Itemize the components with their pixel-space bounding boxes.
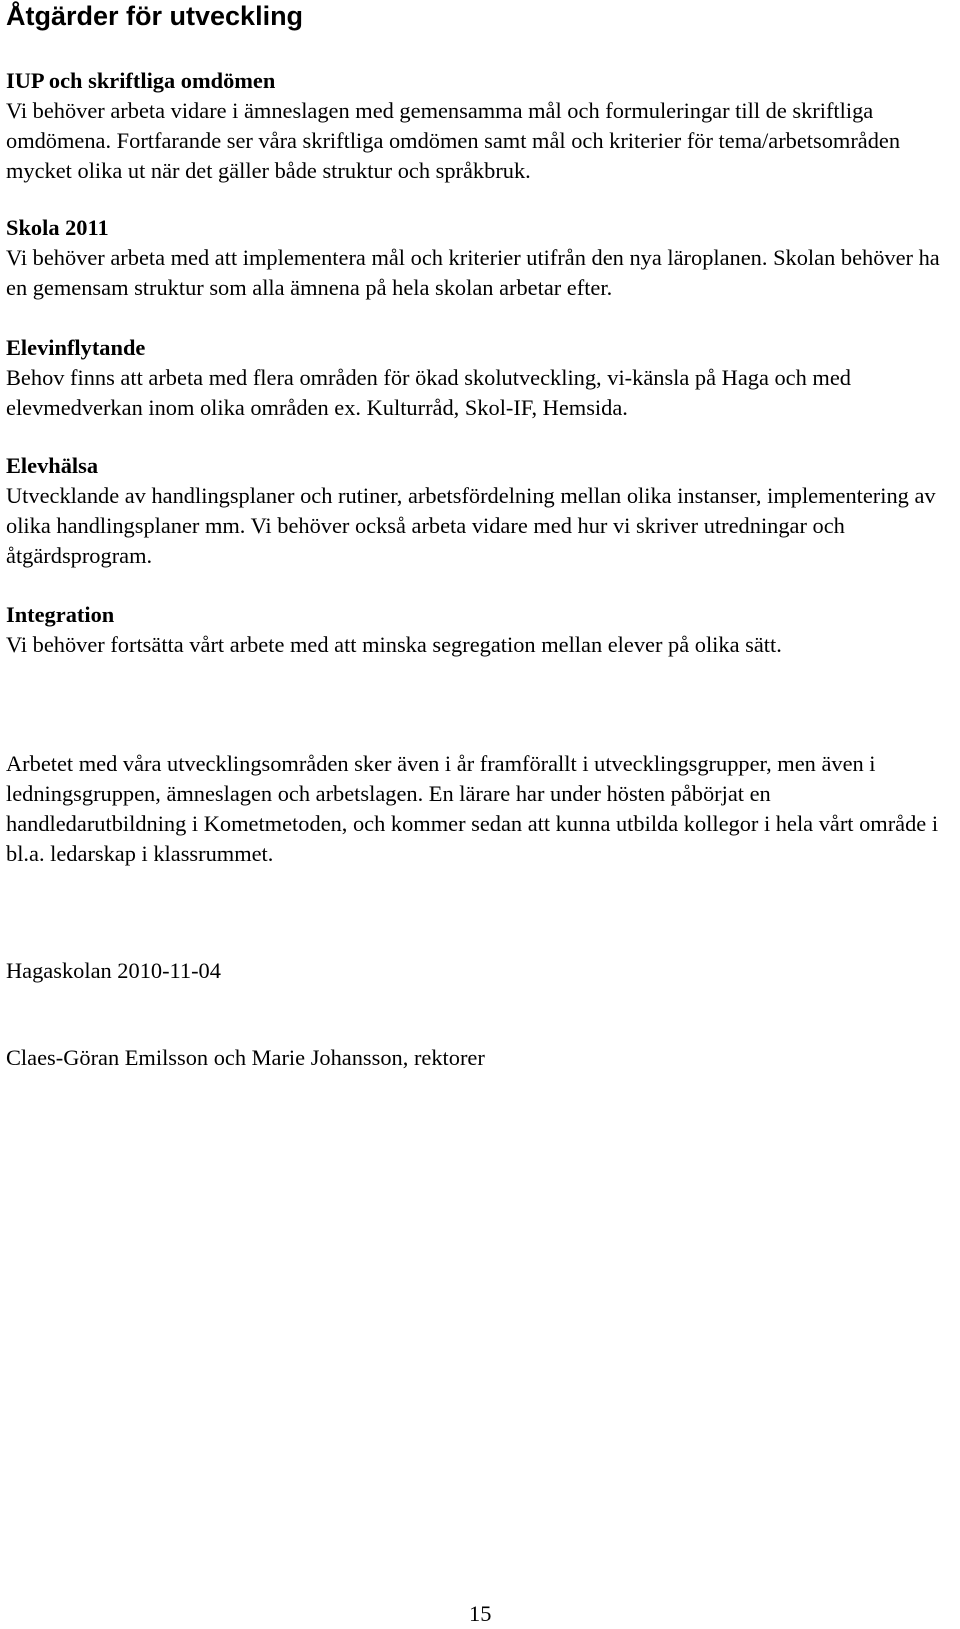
section-skola-2011 (6, 213, 951, 303)
section-integration (6, 600, 951, 660)
section-body: Vi behöver arbeta vidare i ämneslagen med gemensamma mål och formuleringar till de skriftliga omdömena. Fortfarande ser våra skriftliga omdömen samt mål och kriterier för tema/arbetsområden mycket olika ut när det gäller både struktur och språkbruk. (6, 98, 901, 183)
section-heading: Skola 2011 (6, 215, 109, 240)
section-body: Behov finns att arbeta med flera områden för ökad skolutveckling, vi-känsla på Haga och med elevmedverkan inom olika områden ex. Kulturråd, Skol-IF, Hemsida. (6, 365, 851, 420)
section-body: Vi behöver fortsätta vårt arbete med att minska segregation mellan elever på olika sätt. (6, 632, 782, 657)
section-heading: Elevhälsa (6, 453, 99, 478)
section-body: Vi behöver arbeta med att implementera mål och kriterier utifrån den nya läroplanen. Skolan behöver ha en gemensam struktur som alla ämnena på hela skolan arbetar efter. (6, 245, 940, 300)
page-number: 15 (469, 1601, 492, 1626)
section-heading: IUP och skriftliga omdömen (6, 68, 276, 93)
section-elevhalsa (6, 451, 951, 571)
section-iup-omdomen (6, 66, 951, 186)
section-heading: Elevinflytande (6, 335, 146, 360)
section-elevinflytande (6, 333, 951, 423)
place-and-date: Hagaskolan 2010-11-04 (6, 958, 221, 983)
summary-paragraph: Arbetet med våra utvecklingsområden sker även i år framförallt i utvecklingsgrupper, men även i ledningsgruppen, ämneslagen och arbetslagen. En lärare har under hösten påbörjat en handledarutbildning i Kometmetoden, och kommer sedan att kunna utbilda kollegor i hela vårt område i bl.a. ledarskap i klassrummet. (6, 751, 939, 866)
document-title: Åtgärder för utveckling (6, 1, 304, 31)
section-heading: Integration (6, 602, 115, 627)
section-body: Utvecklande av handlingsplaner och rutiner, arbetsfördelning mellan olika instanser, implementering av olika handlingsplaner mm. Vi behöver också arbeta vidare med hur vi skriver utredningar och åtgärdsprogram. (6, 483, 936, 568)
signature: Claes-Göran Emilsson och Marie Johansson, rektorer (6, 1045, 485, 1070)
